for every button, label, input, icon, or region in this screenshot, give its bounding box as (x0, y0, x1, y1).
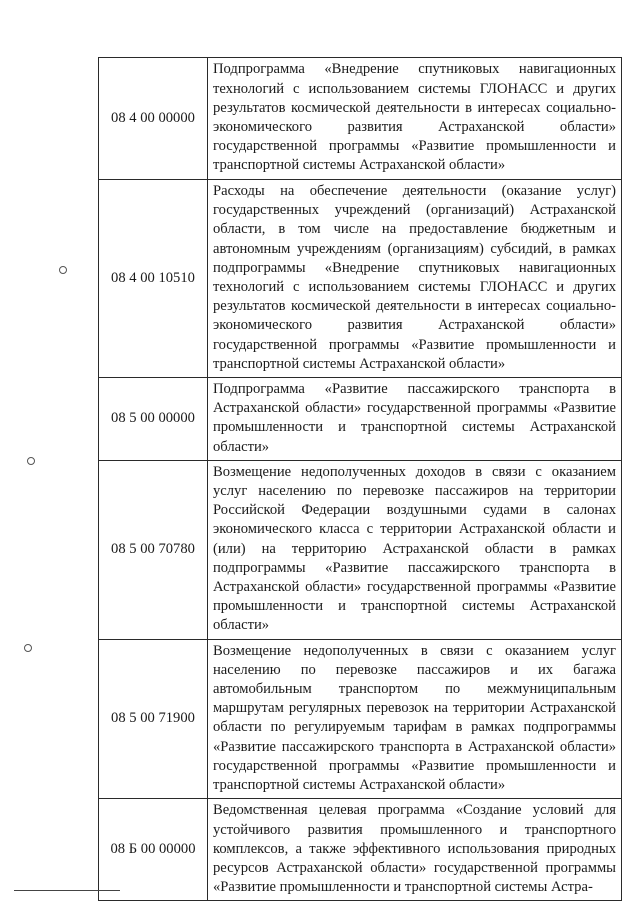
punch-hole-mark (59, 266, 67, 274)
item-description: Возмещение недополученных доходов в связи с оказанием услуг населению по перевозке пассажиров на территории Российской Федерации воздушными судами в салонах экономического класса с территории Астраханской области и (или) на территорию Астраханской области в рамках подпрограммы «Развитие пассажирского транспорта в Астраханской области» государственной программы «Развитие промышленности и транспортной системы Астраханской области» (208, 460, 622, 639)
punch-hole-mark (24, 644, 32, 652)
budget-classification-table (98, 57, 622, 901)
classification-code: 08 5 00 00000 (99, 378, 208, 461)
table-row (99, 58, 622, 180)
table-row (99, 378, 622, 461)
classification-code: 08 4 00 00000 (99, 58, 208, 180)
item-description: Подпрограмма «Внедрение спутниковых навигационных технологий с использованием системы ГЛОНАСС и других результатов космической деятельности в интересах социально-экономического развития Астраханской области» государственной программы «Развитие промышленности и транспортной системы Астраханской области» (208, 58, 622, 180)
item-description: Подпрограмма «Развитие пассажирского транспорта в Астраханской области» государственной программы «Развитие промышленности и транспортной системы Астраханской области» (208, 378, 622, 461)
item-description: Возмещение недополученных в связи с оказанием услуг населению по перевозке пассажиров и их багажа автомобильным транспортом по межмуниципальным маршрутам регулярных перевозок на территории Астраханской области по регулируемым тарифам в рамках подпрограммы «Развитие пассажирского транспорта в Астраханской области» государственной программы «Развитие промышленности и транспортной системы Астраханской области» (208, 639, 622, 799)
classification-code: 08 4 00 10510 (99, 180, 208, 378)
classification-code: 08 5 00 71900 (99, 639, 208, 799)
item-description: Расходы на обеспечение деятельности (оказание услуг) государственных учреждений (организаций) Астраханской области, в том числе на предоставление бюджетным и автономным учреждениям (организациям) субсидий, в рамках подпрограммы «Внедрение спутниковых навигационных технологий с использованием системы ГЛОНАСС и других результатов космической деятельности в интересах социально-экономического развития Астраханской области» государственной программы «Развитие промышленности и транспортной системы Астраханской области» (208, 180, 622, 378)
table-row (99, 799, 622, 901)
table-row (99, 460, 622, 639)
table-row (99, 639, 622, 799)
item-description: Ведомственная целевая программа «Создание условий для устойчивого развития промышленного и транспортного комплексов, а также эффективного использования природных ресурсов Астраханской области» государственной программы «Развитие промышленности и транспортной системы Астра- (208, 799, 622, 901)
classification-code: 08 5 00 70780 (99, 460, 208, 639)
punch-hole-mark (27, 457, 35, 465)
classification-code: 08 Б 00 00000 (99, 799, 208, 901)
table-row (99, 180, 622, 378)
footer-divider (14, 890, 120, 891)
